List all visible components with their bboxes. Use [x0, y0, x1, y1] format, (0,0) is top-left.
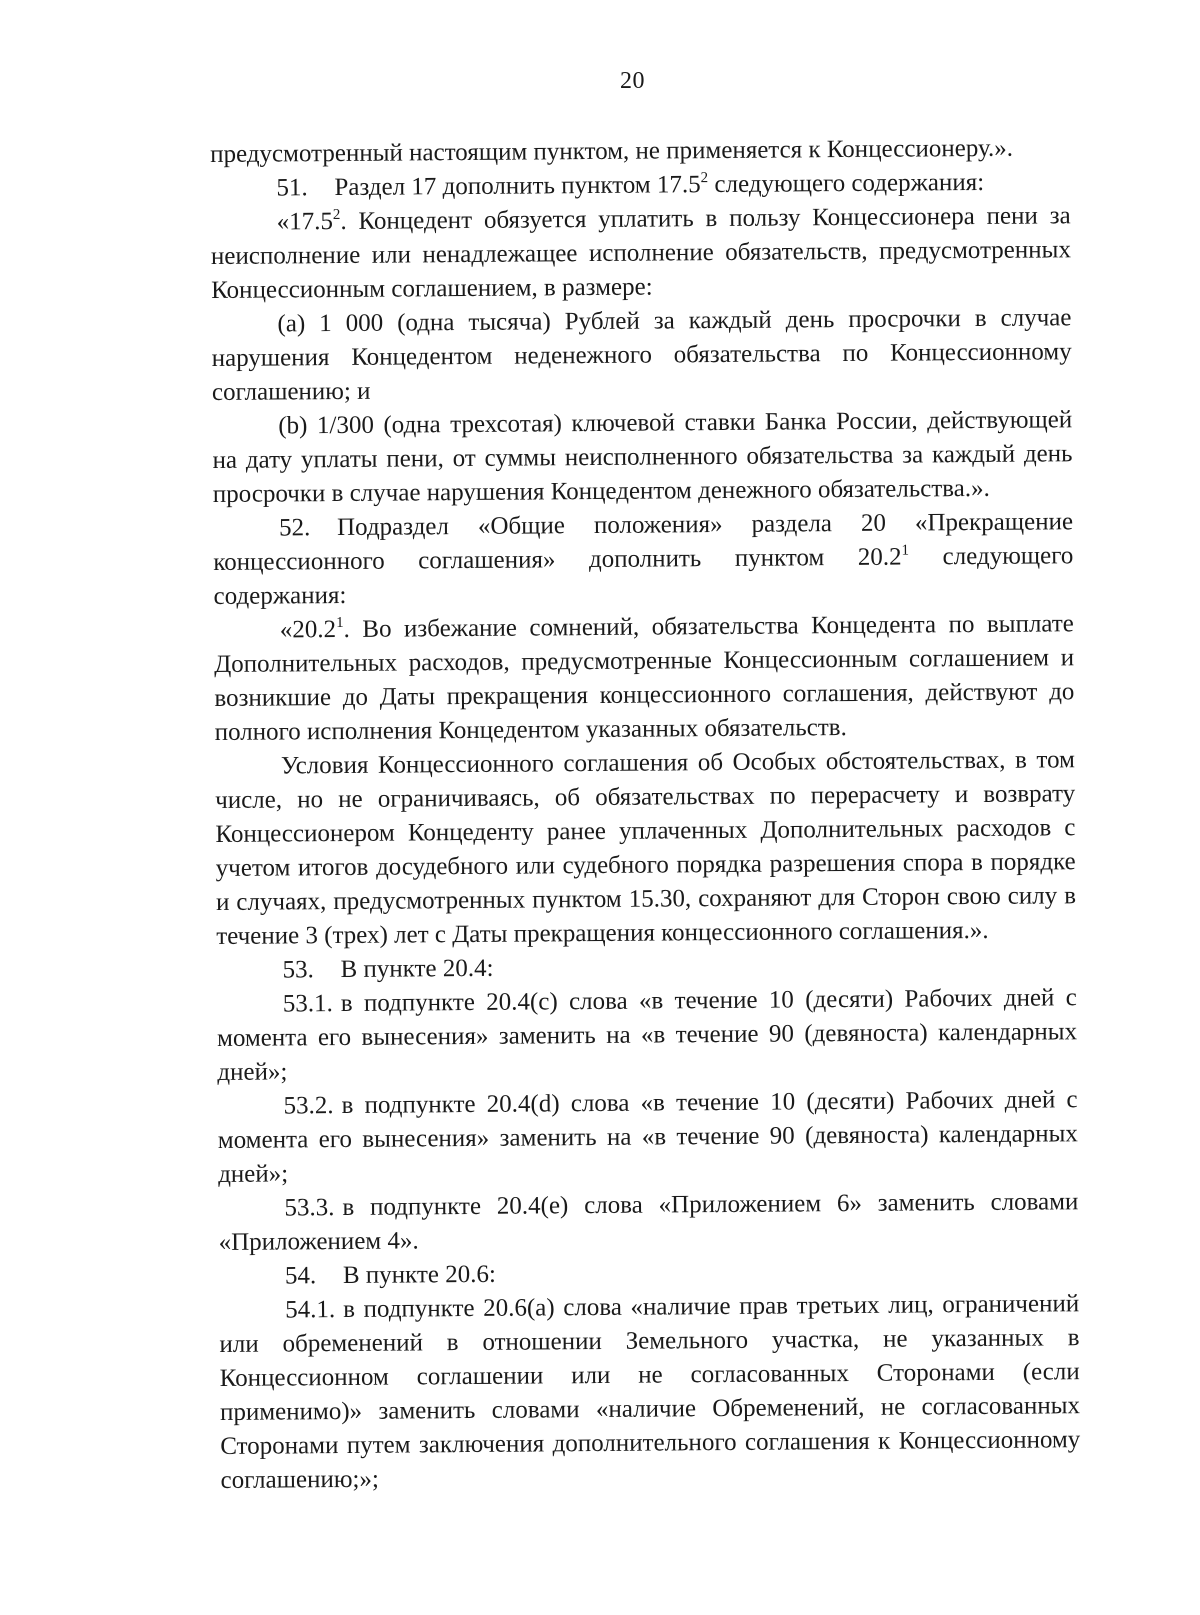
- paragraph-text: (b) 1/300 (одна трехсотая) ключевой ставки Банка России, действующей на дату уплаты пени, от суммы неисполненного обязательства за каждый день просрочки в случае нарушения Концедентом денежного обязательства.».: [212, 406, 1073, 508]
- superscript: 2: [700, 170, 709, 187]
- item-number: 54.1.: [285, 1296, 336, 1324]
- item-number: 52.: [278, 514, 311, 542]
- item-number: 53.2.: [283, 1092, 334, 1120]
- paragraph-53-3: [218, 1185, 1079, 1260]
- paragraph-52: [213, 505, 1074, 614]
- superscript: 1: [901, 542, 910, 559]
- paragraph-text: предусмотренный настоящим пунктом, не применяется к Концессионеру.».: [210, 134, 1014, 168]
- paragraph-text: Условия Концессионного соглашения об Особых обстоятельствах, в том числе, но не ограничиваясь, об обязательствах по перерасчету и возврату Концессионером Концеденту ранее уплаченных Дополнительных расходов с учетом итогов досудебного или судебного порядка разрешения спора в порядке и случаях, предусмотренных пунктом 15.30, сохраняют для Сторон свою силу в течение 3 (трех) лет с Даты прекращения концессионного соглашения.».: [215, 746, 1077, 950]
- paragraph-20-2-1: [214, 607, 1075, 750]
- item-number: 53.3.: [284, 1194, 335, 1222]
- paragraph-text: В пункте 20.4:: [340, 954, 494, 983]
- document-body: [210, 131, 1081, 1498]
- paragraph-54-1: [219, 1287, 1081, 1498]
- paragraph-text: «20.2: [279, 616, 337, 644]
- paragraph-text: Подраздел «Общие положения» раздела 20 «Прекращение концессионного соглашения» дополнить пунктом 20.2: [213, 508, 1074, 576]
- paragraph-text: Раздел 17 дополнить пунктом 17.5: [334, 171, 701, 202]
- item-number: 53.: [282, 956, 314, 984]
- paragraph-53-1: [217, 981, 1078, 1090]
- item-number: 54.: [284, 1262, 317, 1290]
- paragraph-text: в подпункте 20.4(d) слова «в течение 10 (десяти) Рабочих дней с момента его вынесения» заменить на «в течение 90 (девяноста) календарных дней»;: [217, 1086, 1078, 1188]
- paragraph-text: следующего содержания:: [708, 168, 985, 199]
- superscript: 2: [332, 206, 341, 224]
- item-number: 51.: [276, 174, 308, 202]
- paragraph-item-a: [211, 301, 1072, 410]
- paragraph-text: в подпункте 20.4(c) слова «в течение 10 (десяти) Рабочих дней с момента его вынесения» заменить на «в течение 90 (девяноста) календарных дней»;: [216, 984, 1078, 1086]
- paragraph-special-circumstances: [215, 743, 1077, 954]
- paragraph-17-5-2: [211, 199, 1072, 308]
- paragraph-item-b: [212, 403, 1073, 512]
- paragraph-53-2: [217, 1083, 1078, 1192]
- item-number: 53.1.: [282, 990, 333, 1018]
- superscript: 1: [336, 614, 344, 632]
- paragraph-text: (a) 1 000 (одна тысяча) Рублей за каждый день просрочки в случае нарушения Концедентом неденежного обязательства по Концессионному соглашению; и: [211, 304, 1072, 406]
- paragraph-text: . Концедент обязуется уплатить в пользу Концессионера пени за неисполнение или ненадлежащее исполнение обязательств, предусмотренных Концессионным соглашением, в размере:: [210, 202, 1072, 304]
- paragraph-text: в подпункте 20.6(a) слова «наличие прав третьих лиц, ограничений или обременений в отношении Земельного участка, не указанных в Концессионном соглашении или не согласованных Сторонами (если применимо)» заменить словами «наличие Обременений, не согласованных Сторонами путем заключения дополнительного соглашения к Концессионному соглашению;»;: [219, 1290, 1081, 1494]
- page-number: 20: [620, 68, 645, 94]
- paragraph-text: «17.5: [276, 208, 334, 236]
- paragraph-text: . Во избежание сомнений, обязательства Концедента по выплате Дополнительных расходов, предусмотренные Концессионным соглашением и возникшие до Даты прекращения концессионного соглашения, действуют до полного исполнения Концедентом указанных обязательств.: [214, 610, 1075, 746]
- paragraph-text: следующего содержания:: [213, 542, 1074, 610]
- paragraph-text: В пункте 20.6:: [342, 1260, 497, 1289]
- paragraph-text: в подпункте 20.4(e) слова «Приложением 6» заменить словами «Приложением 4».: [218, 1188, 1079, 1256]
